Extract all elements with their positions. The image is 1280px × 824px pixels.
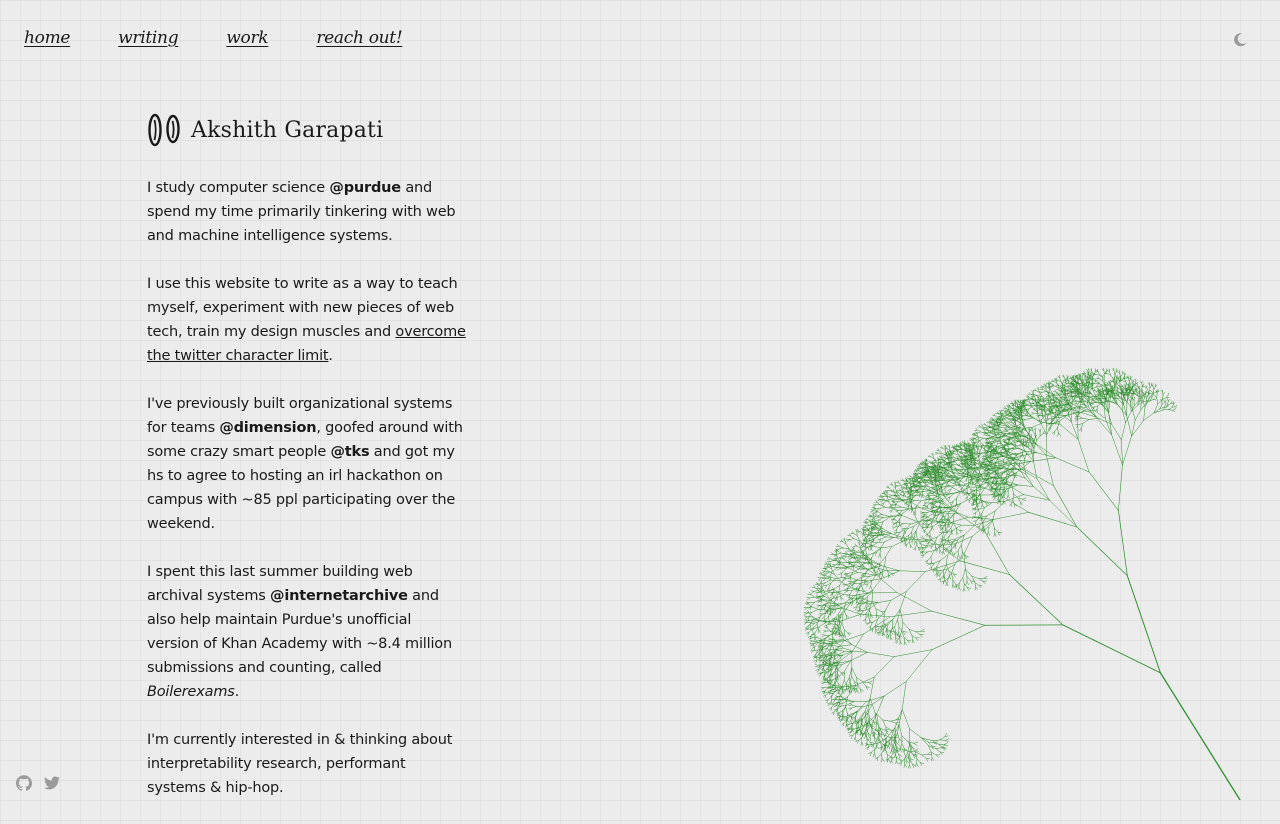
bio-text: I've previously built organizational systems for teams (147, 396, 452, 436)
boilerexams-name: Boilerexams (147, 684, 235, 700)
about-section (147, 112, 467, 824)
nav-home-link[interactable]: home (24, 28, 70, 48)
twitter-link[interactable] (44, 775, 60, 791)
fractal-tree-illustration (560, 80, 1280, 800)
page-header (147, 112, 467, 148)
tks-mention: @tks (330, 444, 369, 460)
bio-paragraph-5 (147, 728, 467, 800)
internetarchive-mention: @internetarchive (270, 588, 408, 604)
bio-text: , goofed around with some crazy smart people (147, 420, 463, 460)
nav-work-link[interactable]: work (226, 28, 268, 48)
twitter-limit-link[interactable]: overcome the twitter character limit (147, 324, 466, 364)
bio-paragraph-3 (147, 392, 467, 536)
bio-text: . (235, 684, 239, 700)
dimension-mention: @dimension (219, 420, 316, 436)
nav-reach-out-link[interactable]: reach out! (316, 28, 402, 48)
bio-paragraph-4 (147, 560, 467, 704)
bio-text: I spent this last summer building web archival systems (147, 564, 413, 604)
twitter-icon (44, 775, 60, 791)
bio-text: . (328, 348, 332, 364)
moon-icon (1232, 32, 1248, 48)
nav-writing-link[interactable]: writing (118, 28, 178, 48)
top-nav (24, 28, 402, 48)
purdue-mention: @purdue (329, 180, 401, 196)
page-title: Akshith Garapati (191, 118, 383, 143)
double-leaf-logo (147, 112, 181, 148)
bio-text: and spend my time primarily tinkering with web and machine intelligence systems. (147, 180, 455, 244)
bio-text: I use this website to write as a way to teach myself, experiment with new pieces of web tech, train my design muscles and (147, 276, 458, 340)
bio-text: and got my hs to agree to hosting an irl hackathon on campus with ~85 ppl participating over the weekend. (147, 444, 455, 532)
bio-text: and also help maintain Purdue's unofficial version of Khan Academy with ~8.4 million submissions and counting, called (147, 588, 452, 676)
bio-text: I study computer science (147, 180, 329, 196)
github-link[interactable] (16, 775, 32, 791)
social-links (16, 775, 60, 791)
github-icon (16, 775, 32, 791)
bio-text: I'm currently interested in & thinking about interpretability research, performant systems & hip-hop. (147, 732, 452, 796)
bio-paragraph-1 (147, 176, 467, 248)
bio-paragraph-2 (147, 272, 467, 368)
theme-toggle-button[interactable] (1232, 32, 1248, 48)
